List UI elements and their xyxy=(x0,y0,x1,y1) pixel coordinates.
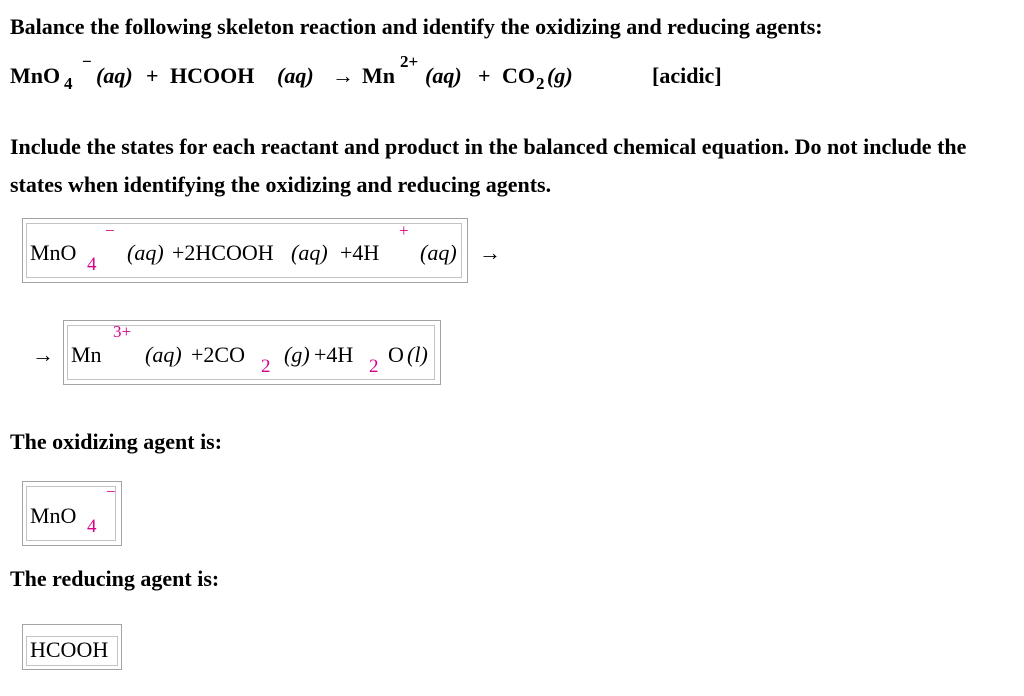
skeleton-reactant1-subscript: 4 xyxy=(64,74,73,93)
reactant-hcooh-state: (aq) xyxy=(291,240,328,265)
reactant-mno-subscript: 4 xyxy=(87,254,97,275)
skeleton-product1-charge: 2+ xyxy=(400,52,419,71)
product-o-term: O xyxy=(388,342,404,367)
product-h-term: +4H xyxy=(314,342,354,367)
product-h-subscript: 2 xyxy=(369,356,379,377)
product-mn-charge: 3+ xyxy=(113,322,132,341)
product-mn-state: (aq) xyxy=(145,342,182,367)
skeleton-product2-formula: CO xyxy=(502,63,535,88)
oxidizing-agent-label: The oxidizing agent is: xyxy=(10,429,223,454)
skeleton-reactant2-formula: HCOOH xyxy=(170,63,255,88)
product-mn-formula: Mn xyxy=(71,342,102,367)
skeleton-plus-2: + xyxy=(478,63,491,88)
products-arrow: → xyxy=(32,342,54,367)
skeleton-condition: [acidic] xyxy=(652,63,722,88)
skeleton-reactant1-formula: MnO xyxy=(10,63,61,88)
skeleton-product2-state: (g) xyxy=(547,63,573,88)
product-co-subscript: 2 xyxy=(261,356,271,377)
reducing-agent-formula: HCOOH xyxy=(30,637,109,662)
oxidizing-agent-subscript: 4 xyxy=(87,516,97,537)
product-co-state: (g) xyxy=(284,342,310,367)
reducing-agent-label: The reducing agent is: xyxy=(10,566,220,591)
product-co-term: +2CO xyxy=(191,342,245,367)
skeleton-plus-1: + xyxy=(146,63,159,88)
reactant-mno-state: (aq) xyxy=(127,240,164,265)
reactant-hcooh-term: +2HCOOH xyxy=(172,240,274,265)
skeleton-product1-formula: Mn xyxy=(362,63,395,88)
instructions: Include the states for each reactant and product in the balanced chemical equation. Do not include the states when identifying the oxidizing and reducing agents. xyxy=(10,134,967,197)
product-water-state: (l) xyxy=(407,342,428,367)
skeleton-reactant1-charge: − xyxy=(82,52,92,71)
skeleton-product1-state: (aq) xyxy=(425,63,462,88)
oxidizing-agent-charge: − xyxy=(106,482,116,501)
reactant-h-charge: + xyxy=(399,221,409,240)
reactant-h-term: +4H xyxy=(340,240,380,265)
reactant-h-state: (aq) xyxy=(420,240,457,265)
reactant-mno-charge: − xyxy=(105,221,115,240)
skeleton-product2-subscript: 2 xyxy=(536,74,545,93)
reactants-arrow: → xyxy=(479,240,501,265)
oxidizing-agent-formula: MnO xyxy=(30,503,77,528)
reactant-mno-formula: MnO xyxy=(30,240,77,265)
skeleton-reactant2-state: (aq) xyxy=(277,63,314,88)
question-prompt: Balance the following skeleton reaction and identify the oxidizing and reducing agents: xyxy=(10,14,823,39)
skeleton-arrow: → xyxy=(332,63,354,88)
skeleton-reactant1-state: (aq) xyxy=(96,63,133,88)
